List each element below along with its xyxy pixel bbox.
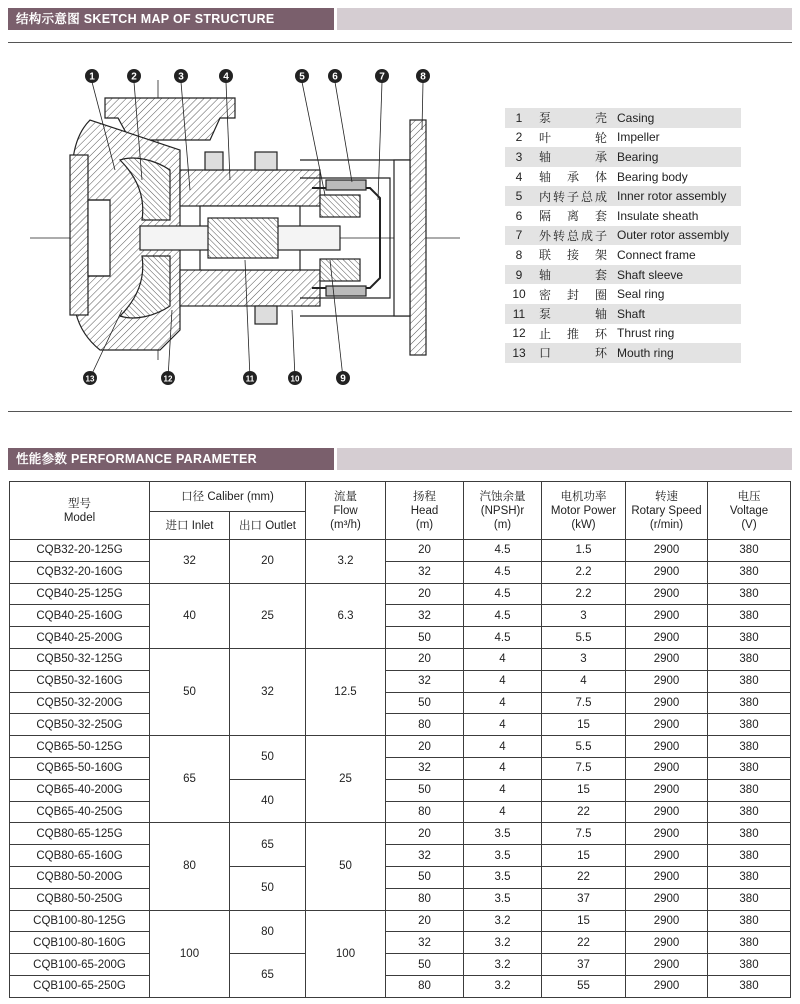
cell-motor-power: 15 <box>542 845 626 867</box>
part-name-en: Casing <box>615 108 741 128</box>
table-row <box>10 540 791 562</box>
cell-motor-power: 15 <box>542 714 626 736</box>
part-number: 4 <box>515 169 523 184</box>
cell-outlet: 65 <box>230 823 306 867</box>
part-name-en: Shaft sleeve <box>615 265 741 285</box>
cell-npsh: 3.5 <box>464 888 542 910</box>
callout-label: 6 <box>332 71 338 83</box>
callout-2 <box>127 69 141 83</box>
table-row <box>10 975 791 997</box>
cell-motor-power: 1.5 <box>542 540 626 562</box>
part-name-en: Outer rotor assembly <box>615 226 741 246</box>
part-name-cn: 隔离套 <box>539 209 607 224</box>
part-name-en: Mouth ring <box>615 343 741 363</box>
part-row <box>505 147 741 167</box>
callout-label: 13 <box>85 374 95 384</box>
part-name-cn: 止推环 <box>539 326 607 341</box>
structure-section-header <box>8 8 792 30</box>
cell-head: 32 <box>386 757 464 779</box>
part-row <box>505 324 741 344</box>
table-row <box>10 736 791 758</box>
cell-voltage: 380 <box>708 757 791 779</box>
cell-head: 32 <box>386 932 464 954</box>
callout-3 <box>174 69 188 83</box>
cell-outlet: 20 <box>230 540 306 584</box>
callout-13 <box>83 371 97 385</box>
header-model: 型号 Model <box>10 482 150 540</box>
callout-8 <box>416 69 430 83</box>
table-row <box>10 692 791 714</box>
cell-head: 20 <box>386 910 464 932</box>
cell-inlet: 40 <box>150 583 230 648</box>
cell-head: 32 <box>386 845 464 867</box>
cell-head: 50 <box>386 954 464 976</box>
cell-model: CQB80-65-160G <box>10 845 150 867</box>
cell-motor-power: 15 <box>542 779 626 801</box>
part-name-cn: 联接架 <box>539 248 607 263</box>
part-name-cn: 内转子总成 <box>533 186 615 206</box>
cell-model: CQB32-20-160G <box>10 561 150 583</box>
header-npsh: 汽蚀余量 (NPSH)r (m) <box>464 482 542 540</box>
table-row <box>10 910 791 932</box>
cell-npsh: 3.5 <box>464 845 542 867</box>
part-row <box>505 245 741 265</box>
pump-cross-section-diagram <box>30 60 460 390</box>
cell-motor-power: 55 <box>542 975 626 997</box>
table-row <box>10 823 791 845</box>
cell-rotary-speed: 2900 <box>626 736 708 758</box>
callout-label: 1 <box>89 71 95 83</box>
part-number: 1 <box>505 108 533 128</box>
cell-rotary-speed: 2900 <box>626 801 708 823</box>
cell-voltage: 380 <box>708 648 791 670</box>
cell-model: CQB65-40-200G <box>10 779 150 801</box>
cell-motor-power: 2.2 <box>542 561 626 583</box>
part-row <box>505 167 741 187</box>
part-row <box>505 284 741 304</box>
cell-voltage: 380 <box>708 736 791 758</box>
cell-voltage: 380 <box>708 583 791 605</box>
cell-flow: 50 <box>306 823 386 910</box>
cell-model: CQB40-25-200G <box>10 627 150 649</box>
part-name-cn: 泵壳 <box>533 108 615 128</box>
part-name-cn: 外转总成子 <box>533 226 615 246</box>
cell-motor-power: 5.5 <box>542 627 626 649</box>
cell-model: CQB50-32-200G <box>10 692 150 714</box>
cell-motor-power: 5.5 <box>542 736 626 758</box>
header-rotary-speed: 转速 Rotary Speed (r/min) <box>626 482 708 540</box>
cell-npsh: 4.5 <box>464 583 542 605</box>
part-row <box>505 265 741 285</box>
cell-npsh: 4 <box>464 736 542 758</box>
cell-motor-power: 15 <box>542 910 626 932</box>
cell-model: CQB100-65-250G <box>10 975 150 997</box>
part-name-cn: 密封圈 <box>539 287 607 302</box>
cell-rotary-speed: 2900 <box>626 888 708 910</box>
performance-section-header <box>8 448 792 470</box>
cell-head: 80 <box>386 801 464 823</box>
cell-npsh: 4.5 <box>464 561 542 583</box>
cell-rotary-speed: 2900 <box>626 954 708 976</box>
cell-motor-power: 7.5 <box>542 757 626 779</box>
cell-outlet: 50 <box>230 736 306 780</box>
cell-rotary-speed: 2900 <box>626 670 708 692</box>
cell-rotary-speed: 2900 <box>626 714 708 736</box>
cell-voltage: 380 <box>708 627 791 649</box>
part-number: 9 <box>505 265 533 285</box>
cell-voltage: 380 <box>708 540 791 562</box>
cell-npsh: 4 <box>464 670 542 692</box>
table-row <box>10 648 791 670</box>
cell-inlet: 65 <box>150 736 230 823</box>
cell-rotary-speed: 2900 <box>626 692 708 714</box>
callouts-top <box>85 69 430 83</box>
cell-motor-power: 7.5 <box>542 692 626 714</box>
part-row <box>505 304 741 324</box>
part-number: 6 <box>515 208 523 223</box>
table-row <box>10 627 791 649</box>
callout-11 <box>243 371 257 385</box>
cell-inlet: 80 <box>150 823 230 910</box>
cell-npsh: 3.2 <box>464 975 542 997</box>
cell-npsh: 4.5 <box>464 540 542 562</box>
performance-table <box>9 481 791 998</box>
part-row <box>505 108 741 128</box>
header-inlet: 进口 Inlet <box>150 512 230 540</box>
part-row <box>505 206 741 226</box>
cell-head: 50 <box>386 779 464 801</box>
callout-label: 4 <box>223 71 229 83</box>
cell-rotary-speed: 2900 <box>626 540 708 562</box>
cell-voltage: 380 <box>708 866 791 888</box>
cell-npsh: 3.2 <box>464 954 542 976</box>
cell-model: CQB100-65-200G <box>10 954 150 976</box>
callout-5 <box>295 69 309 83</box>
cell-rotary-speed: 2900 <box>626 627 708 649</box>
callout-label: 2 <box>131 71 137 83</box>
cell-rotary-speed: 2900 <box>626 932 708 954</box>
table-row <box>10 757 791 779</box>
cell-motor-power: 4 <box>542 670 626 692</box>
cell-model: CQB65-50-160G <box>10 757 150 779</box>
cell-motor-power: 3 <box>542 648 626 670</box>
cell-rotary-speed: 2900 <box>626 561 708 583</box>
part-name-en: Impeller <box>617 130 660 145</box>
cell-head: 80 <box>386 975 464 997</box>
part-row <box>505 186 741 206</box>
header-motor-power: 电机功率 Motor Power (kW) <box>542 482 626 540</box>
callout-label: 10 <box>290 374 300 384</box>
cell-head: 80 <box>386 714 464 736</box>
cell-model: CQB80-65-125G <box>10 823 150 845</box>
cell-voltage: 380 <box>708 714 791 736</box>
cell-motor-power: 37 <box>542 954 626 976</box>
table-row <box>10 670 791 692</box>
cell-npsh: 3.5 <box>464 823 542 845</box>
cell-npsh: 4 <box>464 648 542 670</box>
part-name-en: Insulate sheath <box>617 208 699 223</box>
part-number: 12 <box>512 326 526 341</box>
cell-rotary-speed: 2900 <box>626 648 708 670</box>
cell-model: CQB50-32-160G <box>10 670 150 692</box>
cell-motor-power: 2.2 <box>542 583 626 605</box>
cell-inlet: 50 <box>150 648 230 735</box>
part-name-cn: 轴套 <box>533 265 615 285</box>
cell-npsh: 4.5 <box>464 605 542 627</box>
cell-head: 32 <box>386 670 464 692</box>
header-voltage: 电压 Voltage (V) <box>708 482 791 540</box>
header-caliber: 口径 Caliber (mm) <box>150 482 306 512</box>
cell-npsh: 4 <box>464 801 542 823</box>
callout-label: 9 <box>340 373 346 385</box>
cell-head: 32 <box>386 605 464 627</box>
cell-head: 20 <box>386 648 464 670</box>
table-row <box>10 561 791 583</box>
cell-rotary-speed: 2900 <box>626 975 708 997</box>
callout-12 <box>161 371 175 385</box>
cell-head: 50 <box>386 627 464 649</box>
part-number: 7 <box>505 226 533 246</box>
part-name-en: Connect frame <box>617 247 696 262</box>
performance-section-title: 性能参数 PERFORMANCE PARAMETER <box>8 448 334 470</box>
table-row <box>10 866 791 888</box>
cell-npsh: 4 <box>464 692 542 714</box>
part-number: 5 <box>505 186 533 206</box>
cell-model: CQB80-50-200G <box>10 866 150 888</box>
cell-motor-power: 7.5 <box>542 823 626 845</box>
cell-voltage: 380 <box>708 845 791 867</box>
callout-label: 3 <box>178 71 184 83</box>
cell-rotary-speed: 2900 <box>626 583 708 605</box>
cell-model: CQB65-40-250G <box>10 801 150 823</box>
cell-outlet: 50 <box>230 866 306 910</box>
cell-flow: 12.5 <box>306 648 386 735</box>
cell-model: CQB40-25-160G <box>10 605 150 627</box>
table-row <box>10 779 791 801</box>
part-name-en: Inner rotor assembly <box>615 186 741 206</box>
cell-voltage: 380 <box>708 975 791 997</box>
part-name-en: Seal ring <box>617 287 665 302</box>
cell-head: 32 <box>386 561 464 583</box>
cell-rotary-speed: 2900 <box>626 757 708 779</box>
callout-4 <box>219 69 233 83</box>
header-flow: 流量 Flow (m³/h) <box>306 482 386 540</box>
cell-model: CQB100-80-160G <box>10 932 150 954</box>
callout-1 <box>85 69 99 83</box>
table-row <box>10 932 791 954</box>
cell-outlet: 80 <box>230 910 306 954</box>
part-name-en: Bearing body <box>617 169 688 184</box>
part-name-cn: 泵轴 <box>533 304 615 324</box>
cell-model: CQB80-50-250G <box>10 888 150 910</box>
part-row <box>505 226 741 246</box>
header-outlet: 出口 Outlet <box>230 512 306 540</box>
structure-section-title: 结构示意图 SKETCH MAP OF STRUCTURE <box>8 8 334 30</box>
cell-outlet: 25 <box>230 583 306 648</box>
cell-voltage: 380 <box>708 779 791 801</box>
callout-label: 5 <box>299 71 305 83</box>
callout-label: 12 <box>163 374 173 384</box>
table-row <box>10 801 791 823</box>
cell-model: CQB65-50-125G <box>10 736 150 758</box>
part-number: 2 <box>515 130 523 145</box>
callout-6 <box>328 69 342 83</box>
cell-model: CQB100-80-125G <box>10 910 150 932</box>
part-row <box>505 128 741 148</box>
cell-flow: 25 <box>306 736 386 823</box>
part-name-en: Bearing <box>615 147 741 167</box>
part-number: 8 <box>515 247 523 262</box>
callout-label: 11 <box>245 374 255 384</box>
callout-7 <box>375 69 389 83</box>
cell-voltage: 380 <box>708 910 791 932</box>
cell-head: 50 <box>386 866 464 888</box>
cell-model: CQB32-20-125G <box>10 540 150 562</box>
table-row <box>10 954 791 976</box>
table-row <box>10 605 791 627</box>
cell-flow: 6.3 <box>306 583 386 648</box>
cell-rotary-speed: 2900 <box>626 845 708 867</box>
cell-head: 80 <box>386 888 464 910</box>
part-number: 3 <box>505 147 533 167</box>
cell-inlet: 32 <box>150 540 230 584</box>
callout-label: 7 <box>379 71 385 83</box>
part-name-cn: 口环 <box>533 343 615 363</box>
cell-npsh: 3.5 <box>464 866 542 888</box>
cell-npsh: 4 <box>464 757 542 779</box>
cell-flow: 3.2 <box>306 540 386 584</box>
cell-model: CQB40-25-125G <box>10 583 150 605</box>
cell-outlet: 40 <box>230 779 306 823</box>
cell-npsh: 3.2 <box>464 932 542 954</box>
table-row <box>10 583 791 605</box>
cell-voltage: 380 <box>708 888 791 910</box>
table-row <box>10 888 791 910</box>
table-row <box>10 714 791 736</box>
cell-head: 20 <box>386 583 464 605</box>
part-name-cn: 轴承 <box>533 147 615 167</box>
cell-model: CQB50-32-250G <box>10 714 150 736</box>
part-number: 11 <box>505 304 533 324</box>
cell-npsh: 4 <box>464 779 542 801</box>
cell-outlet: 32 <box>230 648 306 735</box>
cell-motor-power: 22 <box>542 866 626 888</box>
cell-npsh: 3.2 <box>464 910 542 932</box>
callouts-bottom <box>83 371 350 385</box>
cell-rotary-speed: 2900 <box>626 910 708 932</box>
callout-label: 8 <box>420 71 426 83</box>
cell-motor-power: 3 <box>542 605 626 627</box>
table-row <box>10 845 791 867</box>
cell-head: 20 <box>386 823 464 845</box>
parts-list <box>505 108 741 363</box>
cell-inlet: 100 <box>150 910 230 997</box>
cell-voltage: 380 <box>708 561 791 583</box>
cell-motor-power: 37 <box>542 888 626 910</box>
part-name-cn: 叶轮 <box>539 130 607 145</box>
callout-10 <box>288 371 302 385</box>
part-number: 10 <box>512 287 526 302</box>
callout-9 <box>336 371 350 385</box>
cell-voltage: 380 <box>708 605 791 627</box>
cell-npsh: 4 <box>464 714 542 736</box>
cell-rotary-speed: 2900 <box>626 866 708 888</box>
cell-head: 50 <box>386 692 464 714</box>
cell-head: 20 <box>386 736 464 758</box>
cell-rotary-speed: 2900 <box>626 823 708 845</box>
part-name-en: Thrust ring <box>617 326 675 341</box>
cell-voltage: 380 <box>708 692 791 714</box>
cell-voltage: 380 <box>708 801 791 823</box>
cell-head: 20 <box>386 540 464 562</box>
cell-npsh: 4.5 <box>464 627 542 649</box>
part-name-cn: 轴承体 <box>539 170 607 185</box>
part-number: 13 <box>505 343 533 363</box>
header-head: 扬程 Head (m) <box>386 482 464 540</box>
cell-rotary-speed: 2900 <box>626 605 708 627</box>
cell-voltage: 380 <box>708 670 791 692</box>
cell-outlet: 65 <box>230 954 306 998</box>
cell-motor-power: 22 <box>542 801 626 823</box>
cell-motor-power: 22 <box>542 932 626 954</box>
part-row <box>505 343 741 363</box>
cell-voltage: 380 <box>708 932 791 954</box>
part-name-en: Shaft <box>615 304 741 324</box>
cell-flow: 100 <box>306 910 386 997</box>
cell-rotary-speed: 2900 <box>626 779 708 801</box>
cell-voltage: 380 <box>708 823 791 845</box>
cell-voltage: 380 <box>708 954 791 976</box>
cell-model: CQB50-32-125G <box>10 648 150 670</box>
